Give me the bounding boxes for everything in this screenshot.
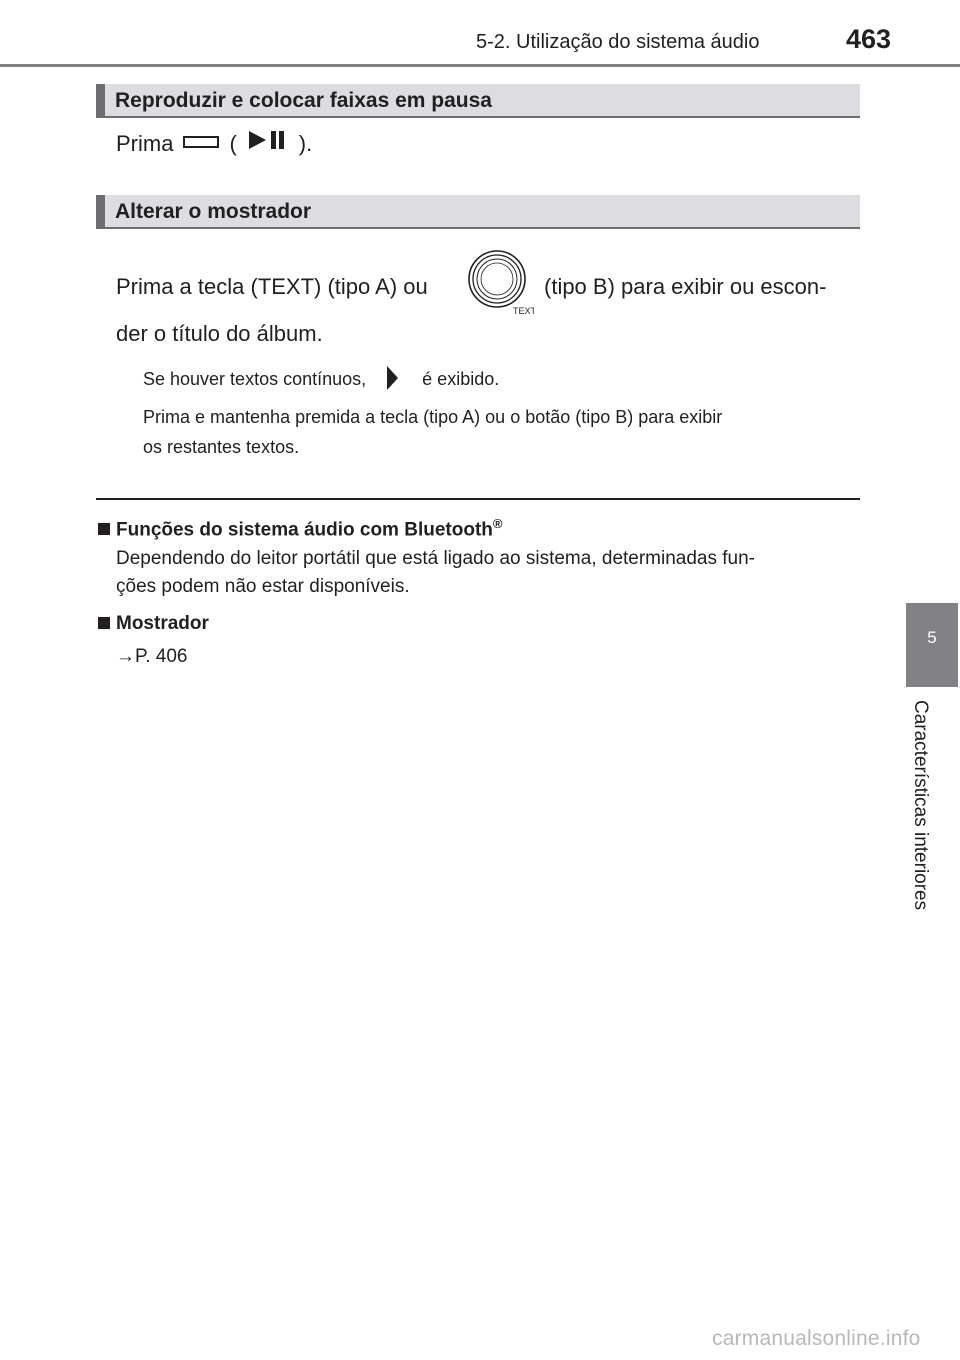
continuation-arrow-icon [383, 365, 407, 391]
note-text-start: Se houver textos contínuos, [143, 368, 367, 389]
heading-marker [96, 84, 105, 116]
notes-divider [96, 498, 860, 500]
section-heading-play-pause [96, 84, 860, 118]
section-heading-display [96, 195, 860, 229]
display-instruction-line2: der o título do álbum. [116, 321, 323, 346]
instruction-prefix: Prima [116, 131, 174, 156]
paren-open: ( [229, 131, 237, 156]
header-section-title: 5-2. Utilização do sistema áudio [476, 31, 760, 53]
chapter-label: Características interiores [910, 700, 931, 911]
watermark-text: carmanualsonline.info [712, 1327, 921, 1350]
display-heading-text: Mostrador [116, 613, 209, 634]
display-note-heading [98, 613, 209, 635]
bluetooth-note-heading [98, 516, 502, 541]
continuous-text-note [143, 367, 499, 393]
heading-marker [96, 195, 105, 227]
bluetooth-note-body-line1: Dependendo do leitor portátil que está ligado ao sistema, determinadas fun- [116, 548, 756, 569]
paren-close: ). [298, 131, 313, 156]
section-heading-text: Alterar o mostrador [115, 200, 312, 223]
bluetooth-heading-text: Funções do sistema áudio com Bluetooth [116, 519, 493, 541]
header-rule [0, 64, 960, 67]
registered-mark: ® [492, 516, 503, 531]
text-knob-icon [466, 250, 534, 316]
hold-note-line1: Prima e mantenha premida a tecla (tipo A) ou o botão (tipo B) para exibir [143, 407, 723, 427]
play-pause-icon [249, 129, 287, 157]
chapter-number: 5 [927, 628, 937, 647]
bluetooth-note-body-line2: ções podem não estar disponíveis. [116, 576, 410, 597]
note-text-end: é exibido. [422, 368, 500, 389]
hold-note-line2: os restantes textos. [143, 437, 300, 457]
bullet-square-icon [98, 617, 110, 629]
play-pause-instruction [116, 131, 312, 159]
display-page-reference[interactable]: →P. 406 [116, 646, 188, 667]
knob-text-label: TEXT [513, 306, 534, 316]
bullet-square-icon [98, 523, 110, 535]
display-instruction-line1-start: Prima a tecla (TEXT) (tipo A) ou [116, 274, 428, 299]
display-instruction-line1-end: (tipo B) para exibir ou escon- [544, 274, 827, 299]
section-heading-text: Reproduzir e colocar faixas em pausa [115, 89, 492, 112]
page-number: 463 [846, 24, 892, 54]
button-outline-icon [183, 136, 219, 148]
